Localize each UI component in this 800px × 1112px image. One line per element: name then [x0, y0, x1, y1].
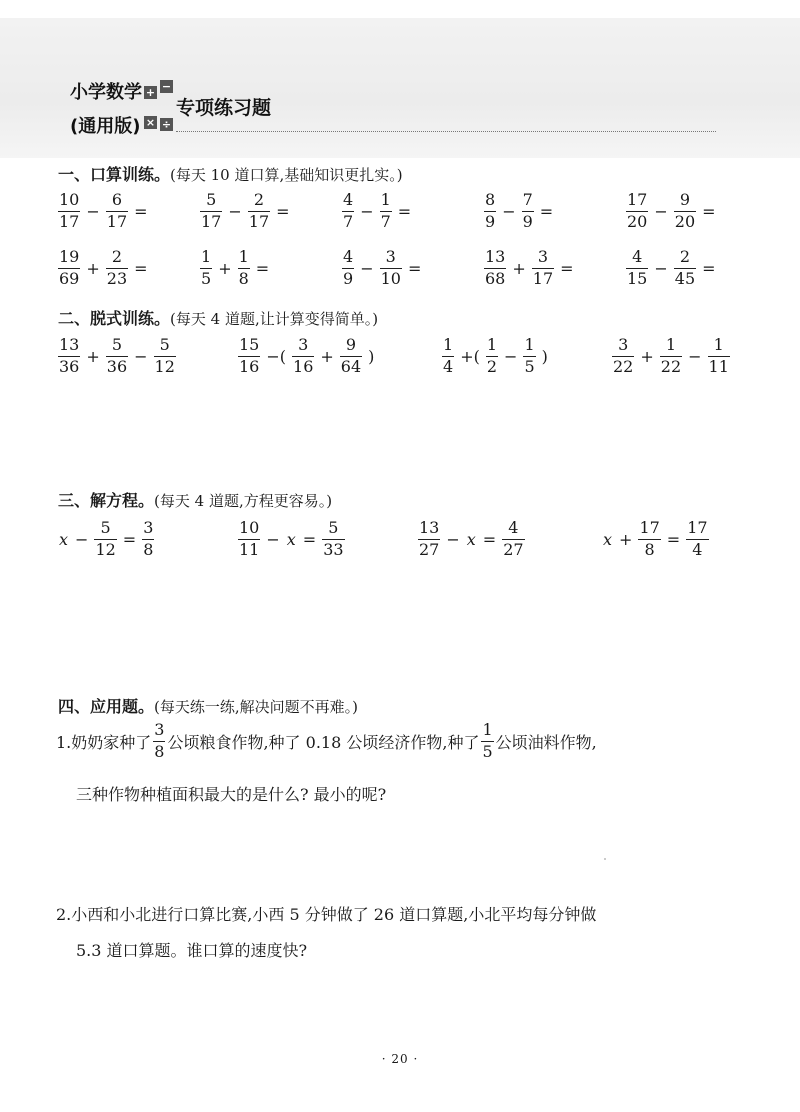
oral-calc-item: [198, 249, 273, 288]
question2-line1: 2.小西和小北进行口算比赛,小西 5 分钟做了 26 道口算题,小北平均每分钟做: [56, 905, 597, 924]
equation-item: [56, 520, 156, 559]
close-paren: ): [541, 346, 548, 366]
fraction-a: [58, 249, 80, 288]
numerator: 4: [632, 247, 643, 266]
numerator: 17: [687, 518, 708, 537]
numerator: 1: [665, 335, 677, 354]
denominator: 7: [343, 211, 354, 231]
oral-calc-item: [198, 192, 294, 231]
equals-sign: =: [276, 201, 290, 221]
operator: −: [502, 201, 516, 221]
fraction-a: [200, 192, 222, 231]
oral-calc-item: [56, 192, 152, 231]
operator: +: [218, 258, 232, 278]
numerator: 17: [639, 518, 660, 537]
denominator: 36: [59, 356, 80, 376]
operator: +: [619, 529, 633, 549]
operator: −: [228, 201, 242, 221]
fraction-3: [154, 337, 176, 376]
equals-sign: =: [134, 201, 148, 221]
numerator: 4: [508, 518, 519, 537]
numerator: 2: [111, 247, 123, 266]
denominator: 69: [59, 268, 80, 288]
numerator: 10: [239, 518, 260, 537]
divide-icon: ÷: [161, 118, 172, 131]
denominator: 5: [201, 268, 212, 288]
denominator: 17: [106, 211, 128, 231]
equation-item: [236, 520, 347, 559]
denominator: 17: [59, 211, 80, 231]
denominator: 7: [380, 211, 391, 231]
denominator: 20: [627, 211, 648, 231]
fraction-b: [674, 192, 696, 231]
fraction-2: [486, 337, 498, 376]
section3-title: 三、解方程。(每天 4 道题,方程更容易。): [58, 491, 333, 510]
numerator: 3: [618, 335, 629, 354]
operator: −: [446, 529, 460, 549]
equals-sign: =: [397, 201, 412, 221]
denominator: 4: [692, 539, 703, 559]
oral-calc-item: [482, 192, 557, 231]
oral-calc-item: [624, 192, 720, 231]
fraction-1: [238, 337, 260, 376]
fraction-b: [106, 192, 128, 231]
brand-line2: (通用版): [70, 116, 141, 137]
fraction-a: [484, 192, 496, 231]
numerator: 3: [385, 247, 396, 266]
step-calc-item: [440, 337, 552, 376]
oral-calc-item: [56, 249, 152, 288]
denominator: 12: [154, 356, 175, 376]
numerator: 3: [298, 335, 309, 354]
denominator: 8: [644, 539, 655, 559]
equals-sign: =: [560, 258, 574, 278]
denominator: 27: [503, 539, 524, 559]
brand-title: 专项练习题: [176, 97, 272, 119]
numerator: 4: [343, 190, 354, 209]
fraction-a: [342, 249, 354, 288]
numerator: 1: [380, 190, 391, 209]
denominator: 22: [613, 356, 634, 376]
denominator: 17: [532, 268, 554, 288]
denominator: 5: [524, 356, 535, 376]
numerator: 15: [239, 335, 260, 354]
fraction-2: [292, 337, 314, 376]
numerator: 2: [253, 190, 265, 209]
variable-x: x: [286, 529, 296, 549]
operator-1: +: [86, 346, 100, 366]
denominator: 2: [486, 356, 498, 376]
denominator: 16: [293, 356, 314, 376]
numerator: 5: [159, 335, 170, 354]
operator-1: −(: [266, 346, 287, 366]
minus-icon: −: [161, 80, 172, 93]
equals-sign: =: [302, 529, 317, 549]
denominator: 4: [443, 356, 454, 376]
step-calc-item: [236, 337, 378, 376]
numerator: 8: [485, 190, 496, 209]
section4-title: 四、应用题。(每天练一练,解决问题不再难。): [58, 697, 358, 716]
oral-calc-item: [482, 249, 578, 288]
variable-x: x: [59, 529, 69, 549]
equals-sign: =: [122, 529, 137, 549]
operators-logo: [144, 80, 176, 136]
step-calc-item: [56, 337, 178, 376]
fraction-term: [238, 520, 260, 559]
numerator: 4: [343, 247, 354, 266]
operator: +: [86, 258, 100, 278]
fraction-a: [58, 192, 80, 231]
question1-line2: 三种作物种植面积最大的是什么? 最小的呢?: [76, 785, 387, 804]
denominator: 8: [238, 268, 249, 288]
denominator: 17: [248, 211, 270, 231]
fraction-b: [380, 192, 392, 231]
numerator: 6: [111, 190, 123, 209]
fraction-term: [638, 520, 660, 559]
fraction-a: [626, 249, 648, 288]
question1-fraction-oil: $\frac{1}{5}$: [482, 720, 493, 761]
fraction-a: [342, 192, 354, 231]
section3-note: (每天 4 道题,方程更容易。): [154, 492, 333, 510]
operator: −: [654, 258, 668, 278]
equals-sign: =: [407, 258, 422, 278]
equals-sign: =: [666, 529, 681, 549]
fraction-3: [340, 337, 362, 376]
numerator: 3: [143, 518, 154, 537]
numerator: 5: [111, 335, 123, 354]
fraction-rhs: [686, 520, 708, 559]
operator: −: [86, 201, 100, 221]
equation-item: [600, 520, 711, 559]
denominator: 27: [419, 539, 440, 559]
denominator: 11: [239, 539, 260, 559]
section1-note: (每天 10 道口算,基础知识更扎实。): [170, 166, 403, 184]
operator-1: +(: [460, 346, 480, 366]
operator-2: −: [688, 346, 702, 366]
equation-item: [416, 520, 527, 559]
operator: −: [266, 529, 280, 549]
denominator: 10: [380, 268, 401, 288]
operator-2: −: [504, 346, 518, 366]
question1-fraction-grain: $\frac{3}{8}$: [154, 720, 165, 761]
fraction-b: [106, 249, 128, 288]
numerator: 2: [679, 247, 691, 266]
fraction-rhs: [142, 520, 154, 559]
fraction-b: [522, 192, 534, 231]
fraction-a: [484, 249, 506, 288]
question2-line2: 5.3 道口算题。谁口算的速度快?: [76, 941, 308, 960]
fraction-1: [442, 337, 454, 376]
numerator: 7: [522, 190, 533, 209]
numerator: 5: [328, 518, 339, 537]
numerator: 5: [100, 518, 111, 537]
variable-x: x: [466, 529, 476, 549]
denominator: 45: [674, 268, 696, 288]
multiply-icon: ×: [145, 116, 156, 129]
equals-sign: =: [539, 201, 554, 221]
step-calc-item: [610, 337, 732, 376]
section2-note: (每天 4 道题,让计算变得简单。): [170, 310, 379, 328]
page-number: · 20 ·: [381, 1052, 419, 1066]
scan-speck: [604, 858, 606, 860]
operator: +: [512, 258, 526, 278]
denominator: 9: [485, 211, 496, 231]
operator: −: [654, 201, 668, 221]
numerator: 5: [206, 190, 217, 209]
operator: −: [360, 201, 374, 221]
numerator: 1: [713, 335, 724, 354]
numerator: 13: [59, 335, 80, 354]
fraction-1: [58, 337, 80, 376]
denominator: 12: [95, 539, 116, 559]
numerator: 13: [485, 247, 506, 266]
denominator: 68: [485, 268, 506, 288]
close-paren: ): [368, 346, 375, 366]
fraction-b: [238, 249, 250, 288]
equals-sign: =: [255, 258, 270, 278]
fraction-2: [106, 337, 128, 376]
variable-x: x: [603, 529, 613, 549]
brand-line1: 小学数学: [70, 82, 142, 103]
fraction-rhs: [322, 520, 344, 559]
denominator: 15: [627, 268, 648, 288]
numerator: 10: [59, 190, 80, 209]
numerator: 17: [627, 190, 648, 209]
fraction-rhs: [502, 520, 524, 559]
fraction-b: [532, 249, 554, 288]
equals-sign: =: [702, 201, 716, 221]
numerator: 1: [486, 335, 498, 354]
denominator: 9: [343, 268, 354, 288]
numerator: 1: [238, 247, 249, 266]
denominator: 9: [522, 211, 533, 231]
denominator: 16: [239, 356, 260, 376]
plus-icon: +: [145, 86, 156, 99]
operator: −: [360, 258, 374, 278]
oral-calc-item: [624, 249, 720, 288]
operator-2: +: [320, 346, 334, 366]
equals-sign: =: [702, 258, 716, 278]
numerator: 3: [537, 247, 549, 266]
fraction-3: [708, 337, 730, 376]
section4-note: (每天练一练,解决问题不再难。): [154, 698, 358, 716]
numerator: 9: [679, 190, 691, 209]
fraction-a: [200, 249, 212, 288]
operator-2: −: [134, 346, 148, 366]
denominator: 64: [340, 356, 362, 376]
denominator: 36: [106, 356, 128, 376]
section1-title: 一、口算训练。(每天 10 道口算,基础知识更扎实。): [58, 165, 403, 184]
numerator: 9: [345, 335, 357, 354]
fraction-term: [94, 520, 116, 559]
header-divider: [176, 131, 716, 132]
numerator: 1: [201, 247, 212, 266]
fraction-a: [626, 192, 648, 231]
fraction-b: [248, 192, 270, 231]
equals-sign: =: [482, 529, 497, 549]
numerator: 13: [419, 518, 440, 537]
operator: −: [75, 529, 89, 549]
operator-1: +: [640, 346, 654, 366]
fraction-term: [418, 520, 440, 559]
numerator: 19: [59, 247, 80, 266]
oral-calc-item: [340, 249, 425, 288]
numerator: 1: [524, 335, 535, 354]
numerator: 1: [443, 335, 454, 354]
equals-sign: =: [134, 258, 148, 278]
fraction-3: [523, 337, 535, 376]
denominator: 8: [143, 539, 154, 559]
denominator: 33: [323, 539, 344, 559]
denominator: 17: [201, 211, 222, 231]
fraction-2: [660, 337, 682, 376]
denominator: 23: [106, 268, 128, 288]
denominator: 20: [674, 211, 696, 231]
denominator: 22: [660, 356, 682, 376]
fraction-b: [380, 249, 402, 288]
oral-calc-item: [340, 192, 415, 231]
section2-title: 二、脱式训练。(每天 4 道题,让计算变得简单。): [58, 309, 379, 328]
denominator: 11: [708, 356, 729, 376]
fraction-1: [612, 337, 634, 376]
fraction-b: [674, 249, 696, 288]
question1-line1: 1.奶奶家种了 $\frac{3}{8}$ 公顷粮食作物,种了 0.18 公顷经济作物,种了 $\frac{1}{5}$ 公顷油料作物,: [56, 720, 597, 761]
